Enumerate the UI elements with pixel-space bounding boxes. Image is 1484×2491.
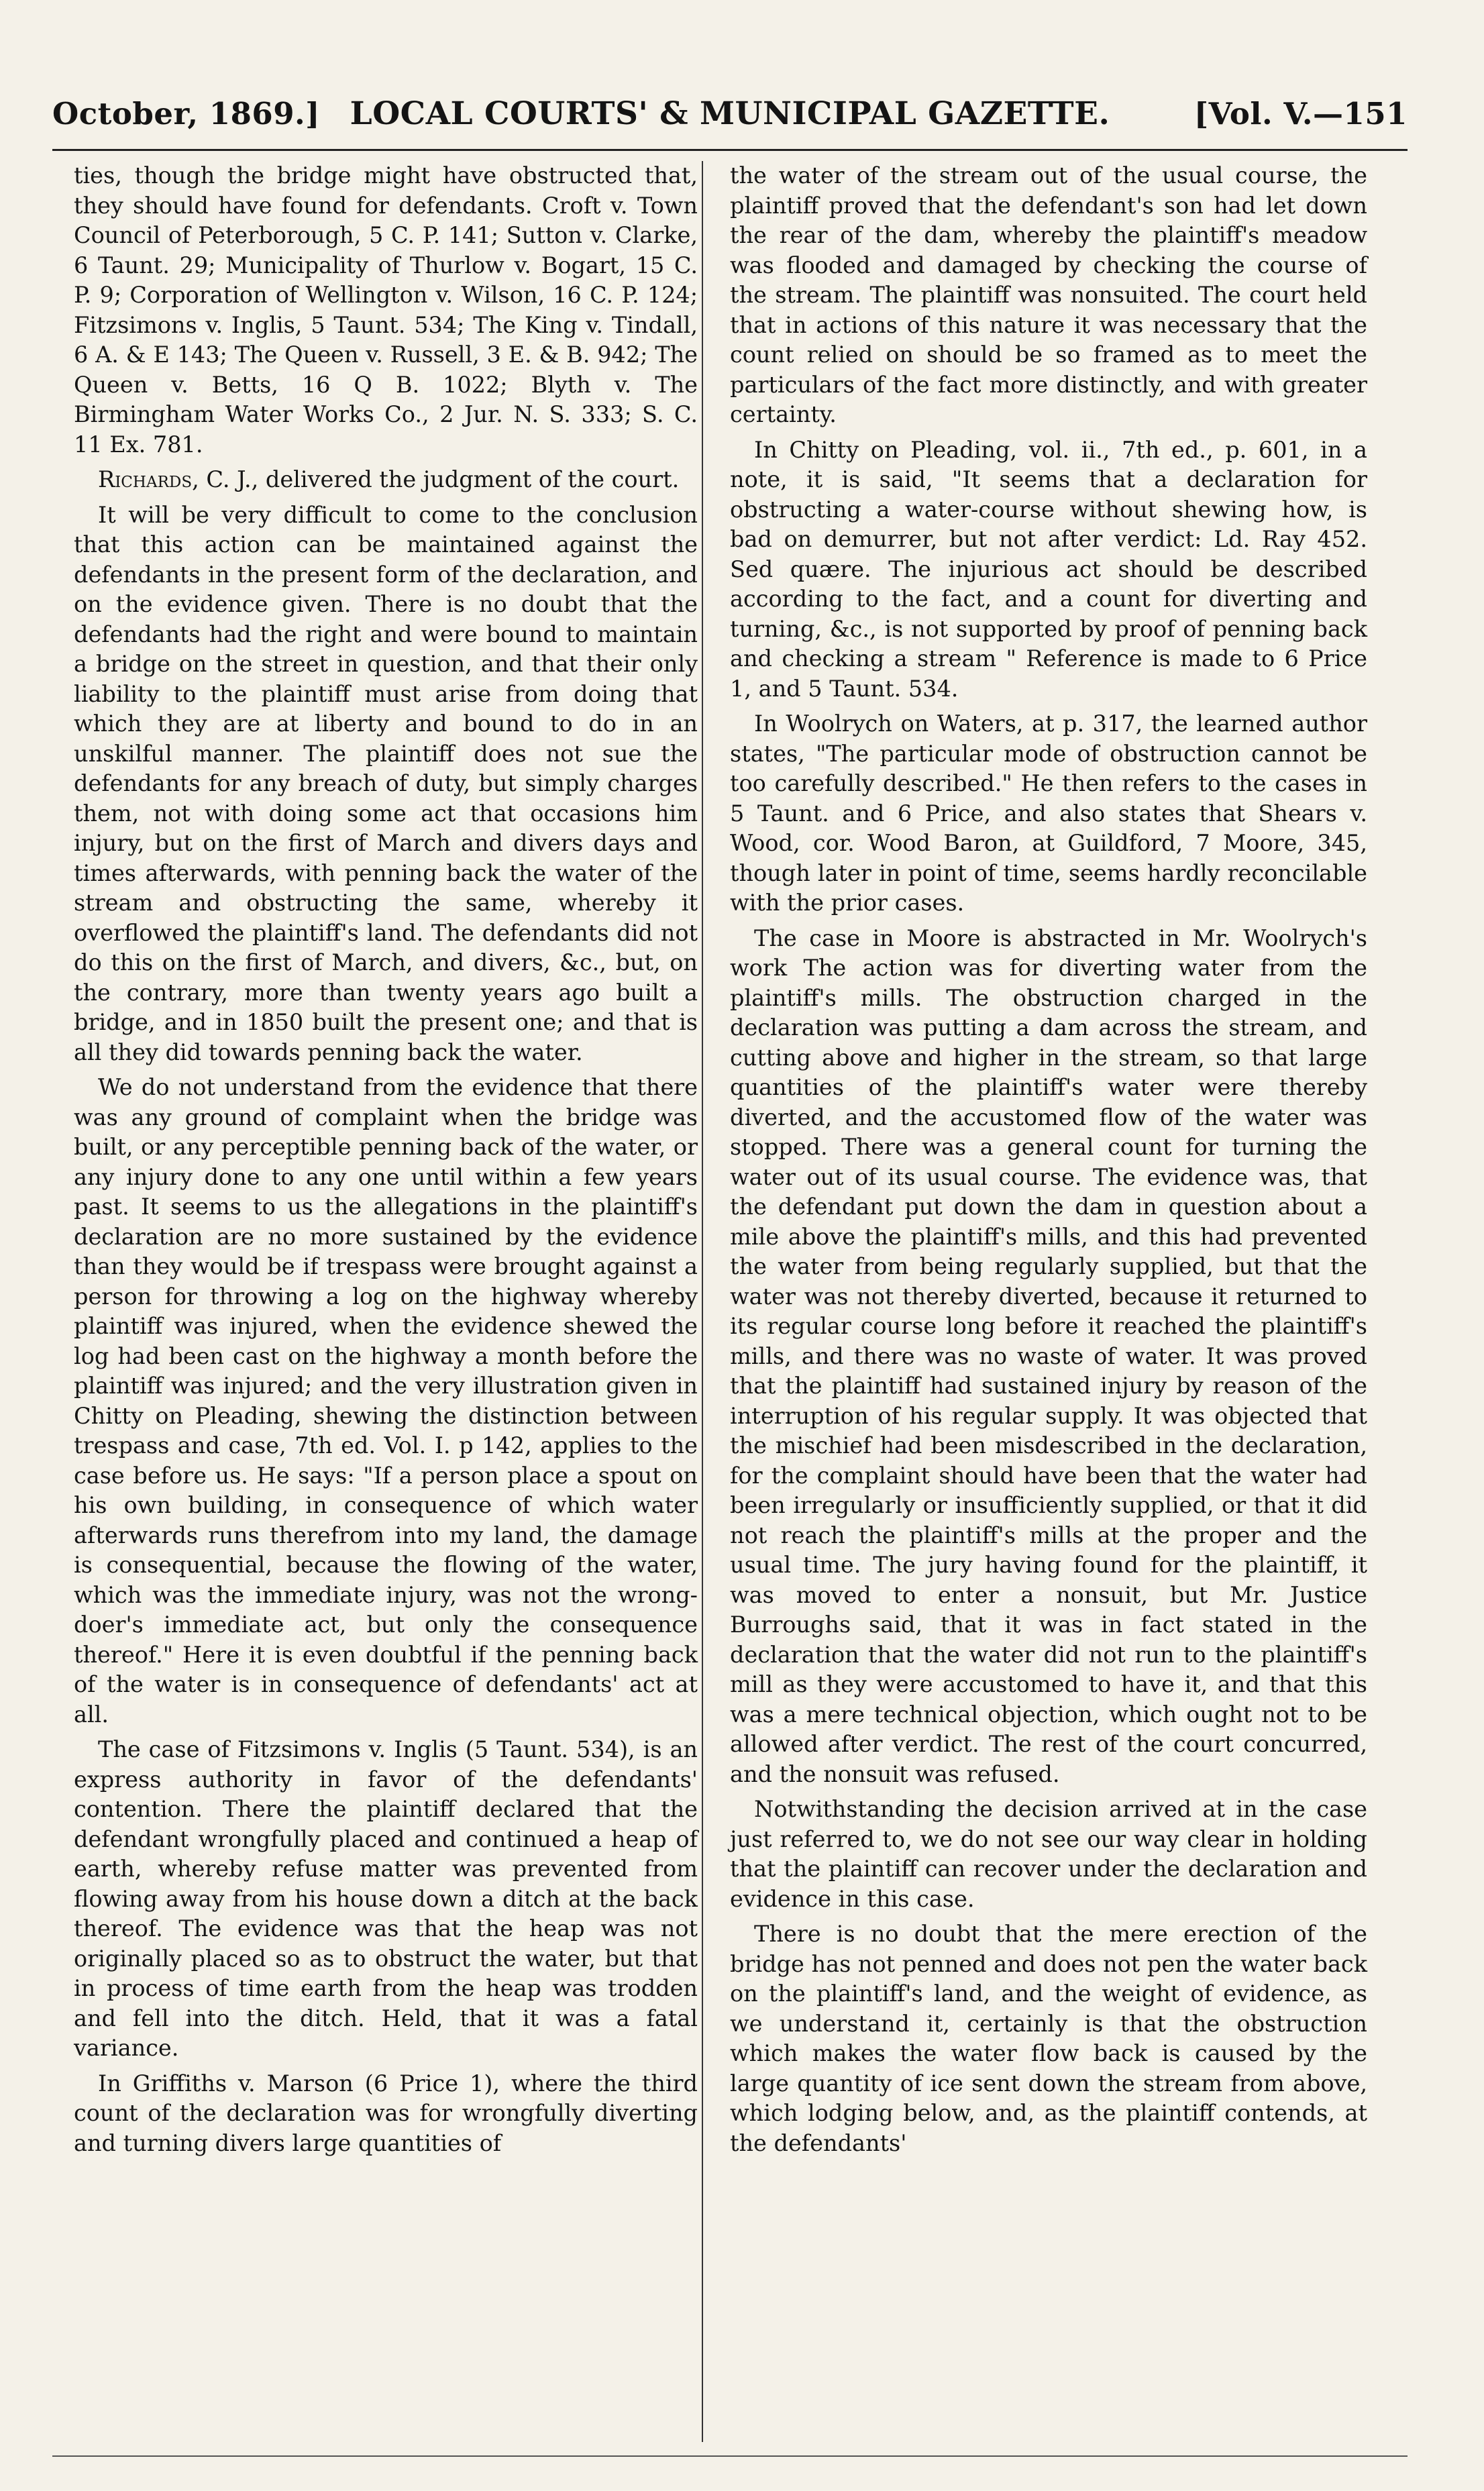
header-volume: [Vol. V.—151 [1194, 96, 1408, 131]
right-paragraph-5: Notwithstanding the decision arrived at in the case just referred to, we do not see our way clear in holding that the plaintiff can recover under the declaration and evidence in this case. [730, 1796, 1367, 1912]
left-paragraph-5: The case of Fitzsimons v. Inglis (5 Taunt. 534), is an express authority in favor of the defendants' contention. There the plaintiff declared that the defendant wrongfully placed and continued a heap of earth, whereby refuse matter was prevented from flowing away from his house down a ditch at the back thereof. The evidence was that the heap was not originally placed so as to obstruct the water, but that in process of time earth from the heap was trodden and fell into the ditch. Held, that it was a fatal variance. [74, 1736, 698, 2061]
left-paragraph-4: We do not understand from the evidence that there was any ground of complaint when the bridge was built, or any perceptible penning back of the water, or any injury done to any one until within a few years past. It seems to us the allegations in the plaintiff's declaration are no more sustained by the evidence than they would be if trespass were brought against a person for throwing a log on the highway whereby plaintiff was injured, when the evidence shewed the log had been cast on the highway a month before the plaintiff was injured; and the very illustration given in Chitty on Pleading, shewing the distinction between trespass and case, 7th ed. Vol. I. p 142, applies to the case before us. He says: "If a person place a spout on his own building, in consequence of which water afterwards runs therefrom into my land, the damage is consequential, because the flowing of the water, which was the immediate injury, was not the wrong-doer's immediate act, but only the consequence thereof." Here it is even doubtful if the penning back of the water is in consequence of defendants' act at all. [74, 1074, 698, 1728]
footer-rule [52, 2455, 1408, 2457]
right-paragraph-2: In Chitty on Pleading, vol. ii., 7th ed., p. 601, in a note, it is said, "It seems that a declaration for obstructing a water-course without shewing how, is bad on demurrer, but not after verdict: Ld. Ray 452. Sed quære. The injurious act should be described according to the fact, and a count for diverting and turning, &c., is not supported by proof of penning back and checking a stream " Reference is made to 6 Price 1, and 5 Taunt. 534. [730, 436, 1367, 702]
judge-name: Richards [98, 466, 193, 492]
left-paragraph-2 [74, 465, 698, 495]
judge-text: , C. J., delivered the judgment of the court. [192, 466, 680, 492]
right-paragraph-4: The case in Moore is abstracted in Mr. Woolrych's work The action was for diverting water from the plaintiff's mills. The obstruction charged in the declaration was putting a dam across the stream, and cutting above and higher in the stream, so that large quantities of the plaintiff's water were thereby diverted, and the accustomed flow of the water was stopped. There was a general count for turning the water out of its usual course. The evidence was, that the defendant put down the dam in question about a mile above the plaintiff's mills, and this had prevented the water from being regularly supplied, but that the water was not thereby diverted, because it returned to its regular course long before it reached the plaintiff's mills, and there was no waste of water. It was proved that the plaintiff had sustained injury by reason of the interruption of his regular supply. It was objected that the mischief had been misdescribed in the declaration, for the complaint should have been that the water had been irregularly or insufficiently supplied, or that it did not reach the plaintiff's mills at the proper and the usual time. The jury having found for the plaintiff, it was moved to enter a nonsuit, but Mr. Justice Burroughs said, that it was in fact stated in the declaration that the water did not run to the plaintiff's mill as they were accustomed to have it, and that this was a mere technical objection, which ought not to be allowed after verdict. The rest of the court concurred, and the nonsuit was refused. [730, 924, 1367, 1787]
header-date: October, 1869.] [52, 96, 320, 131]
left-paragraph-1: ties, though the bridge might have obstructed that, they should have found for defendants. Croft v. Town Council of Peterborough, 5 C. P. 141; Sutton v. Clarke, 6 Taunt. 29; Municipality of Thurlow v. Bogart, 15 C. P. 9; Corporation of Wellington v. Wilson, 16 C. P. 124; Fitzsimons v. Inglis, 5 Taunt. 534; The King v. Tindall, 6 A. & E 143; The Queen v. Russell, 3 E. & B. 942; The Queen v. Betts, 16 Q B. 1022; Blyth v. The Birmingham Water Works Co., 2 Jur. N. S. 333; S. C. 11 Ex. 781. [74, 162, 698, 458]
left-column [74, 161, 698, 2158]
right-paragraph-6: There is no doubt that the mere erection of the bridge has not penned and does not pen the water back on the plaintiff's land, and the weight of evidence, as we understand it, certainly is that the obstruction which makes the water flow back is caused by the large quantity of ice sent down the stream from above, which lodging below, and, as the plaintiff contends, at the defendants' [730, 1921, 1367, 2156]
column-divider [702, 161, 703, 2442]
left-paragraph-3: It will be very difficult to come to the conclusion that this action can be maintained against the defendants in the present form of the declaration, and on the evidence given. There is no doubt that the defendants had the right and were bound to maintain a bridge on the street in question, and that their only liability to the plaintiff must arise from doing that which they are at liberty and bound to do in an unskilful manner. The plaintiff does not sue the defendants for any breach of duty, but simply charges them, not with doing some act that occasions him injury, but on the first of March and divers days and times afterwards, with penning back the water of the stream and obstructing the same, whereby it overflowed the plaintiff's land. The defendants did not do this on the first of March, and divers, &c., but, on the contrary, more than twenty years ago built a bridge, and in 1850 built the present one; and that is all they did towards penning back the water. [74, 501, 698, 1065]
header-title: LOCAL COURTS' & MUNICIPAL GAZETTE. [350, 95, 1110, 132]
header-rule [52, 149, 1408, 151]
page-header [52, 87, 1408, 141]
right-paragraph-1: the water of the stream out of the usual course, the plaintiff proved that the defendant's son had let down the rear of the dam, whereby the plaintiff's meadow was flooded and damaged by checking the course of the stream. The plaintiff was nonsuited. The court held that in actions of this nature it was necessary that the count relied on should be so framed as to meet the particulars of the fact more distinctly, and with greater certainty. [730, 162, 1367, 427]
right-paragraph-3: In Woolrych on Waters, at p. 317, the learned author states, "The particular mode of obstruction cannot be too carefully described." He then refers to the cases in 5 Taunt. and 6 Price, and also states that Shears v. Wood, cor. Wood Baron, at Guildford, 7 Moore, 345, though later in point of time, seems hardly reconcilable with the prior cases. [730, 710, 1367, 916]
right-column [730, 161, 1367, 2158]
left-paragraph-6: In Griffiths v. Marson (6 Price 1), where the third count of the declaration was for wrongfully diverting and turning divers large quantities of [74, 2070, 698, 2156]
